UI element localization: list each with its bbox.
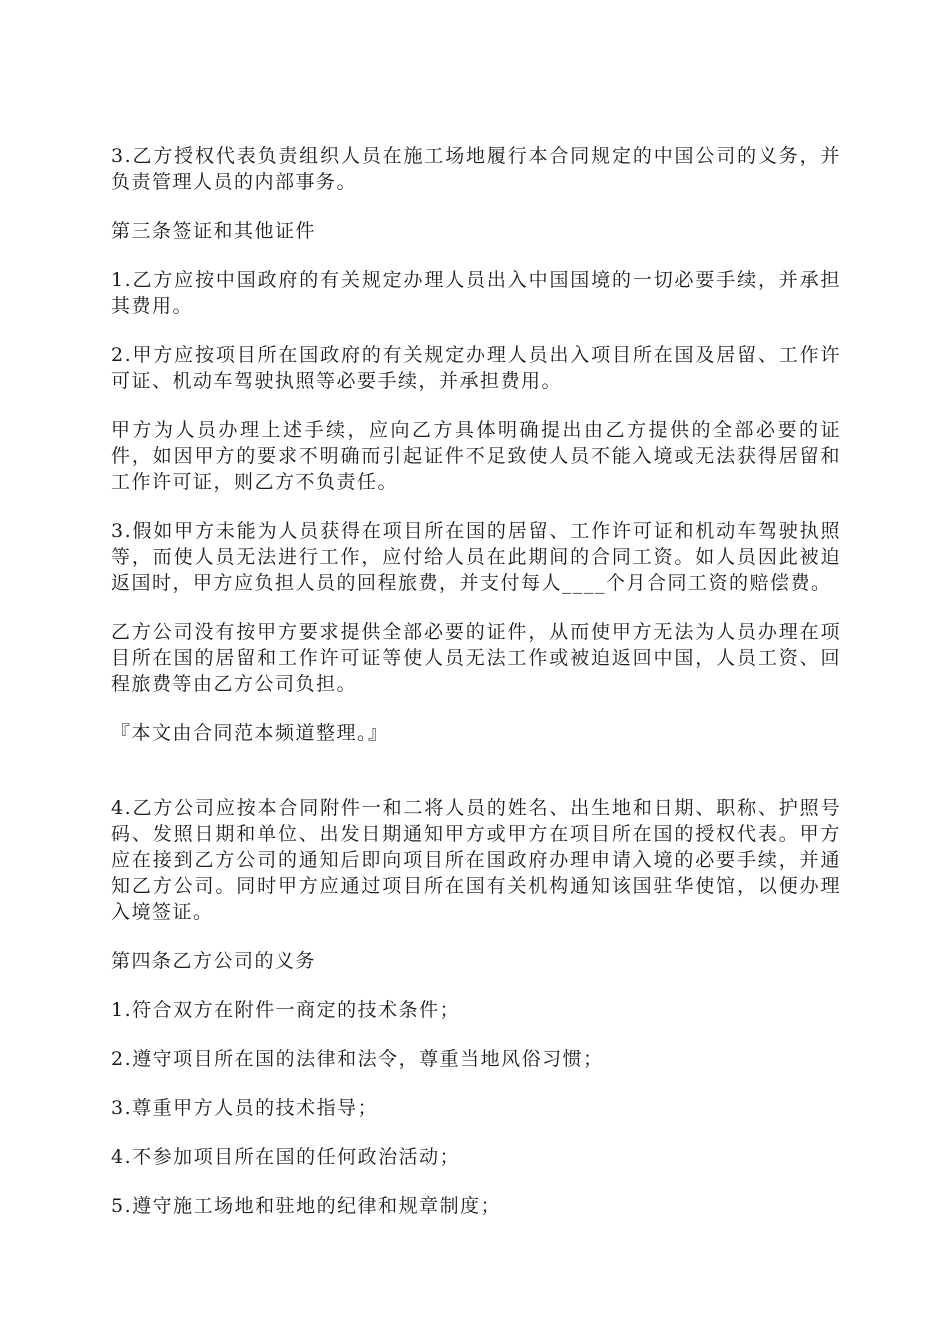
paragraph-clause-3-representative: 3.乙方授权代表负责组织人员在施工场地履行本合同规定的中国公司的义务，并负责管理人员的内部事务。 bbox=[111, 145, 841, 193]
document-body bbox=[111, 143, 841, 1242]
paragraph-visa-4: 4.乙方公司应按本合同附件一和二将人员的姓名、出生地和日期、职称、护照号码、发照日期和单位、出发日期通知甲方或甲方在项目所在国的授权代表。甲方应在接到乙方公司的通知后即向项目所在国政府办理申请入境的必要手续，并通知乙方公司。同时甲方应通过项目所在国有关机构通知该国驻华使馆，以便办理入境签证。 bbox=[111, 797, 841, 923]
heading-article-4: 第四条乙方公司的义务 bbox=[111, 950, 317, 972]
paragraph-visa-2: 2.甲方应按项目所在国政府的有关规定办理人员出入项目所在国及居留、工作许可证、机动车驾驶执照等必要手续，并承担费用。 bbox=[111, 344, 841, 392]
obligation-item-2: 2.遵守项目所在国的法律和法令，尊重当地风俗习惯； bbox=[111, 1048, 604, 1070]
source-note: 『本文由合同范本频道整理。』 bbox=[111, 722, 389, 744]
paragraph-visa-3-note: 乙方公司没有按甲方要求提供全部必要的证件，从而使甲方无法为人员办理在项目所在国的居留和工作许可证等使人员无法工作或被迫返回中国，人员工资、回程旅费等由乙方公司负担。 bbox=[111, 621, 841, 695]
obligation-item-3: 3.尊重甲方人员的技术指导； bbox=[111, 1097, 379, 1119]
paragraph-visa-1: 1.乙方应按中国政府的有关规定办理人员出入中国国境的一切必要手续，并承担其费用。 bbox=[111, 269, 841, 317]
obligation-item-5: 5.遵守施工场地和驻地的纪律和规章制度； bbox=[111, 1195, 502, 1217]
paragraph-visa-2-note: 甲方为人员办理上述手续，应向乙方具体明确提出由乙方提供的全部必要的证件，如因甲方的要求不明确而引起证件不足致使人员不能入境或无法获得居留和工作许可证，则乙方不负责任。 bbox=[111, 419, 841, 493]
obligation-item-1: 1.符合双方在附件一商定的技术条件； bbox=[111, 999, 461, 1021]
heading-article-3: 第三条签证和其他证件 bbox=[111, 220, 317, 242]
obligation-item-4: 4.不参加项目所在国的任何政治活动； bbox=[111, 1146, 461, 1168]
paragraph-visa-3: 3.假如甲方未能为人员获得在项目所在国的居留、工作许可证和机动车驾驶执照等，而使人员无法进行工作，应付给人员在此期间的合同工资。如人员因此被迫返国时，甲方应负担人员的回程旅费，并支付每人____个月合同工资的赔偿费。 bbox=[111, 520, 841, 594]
